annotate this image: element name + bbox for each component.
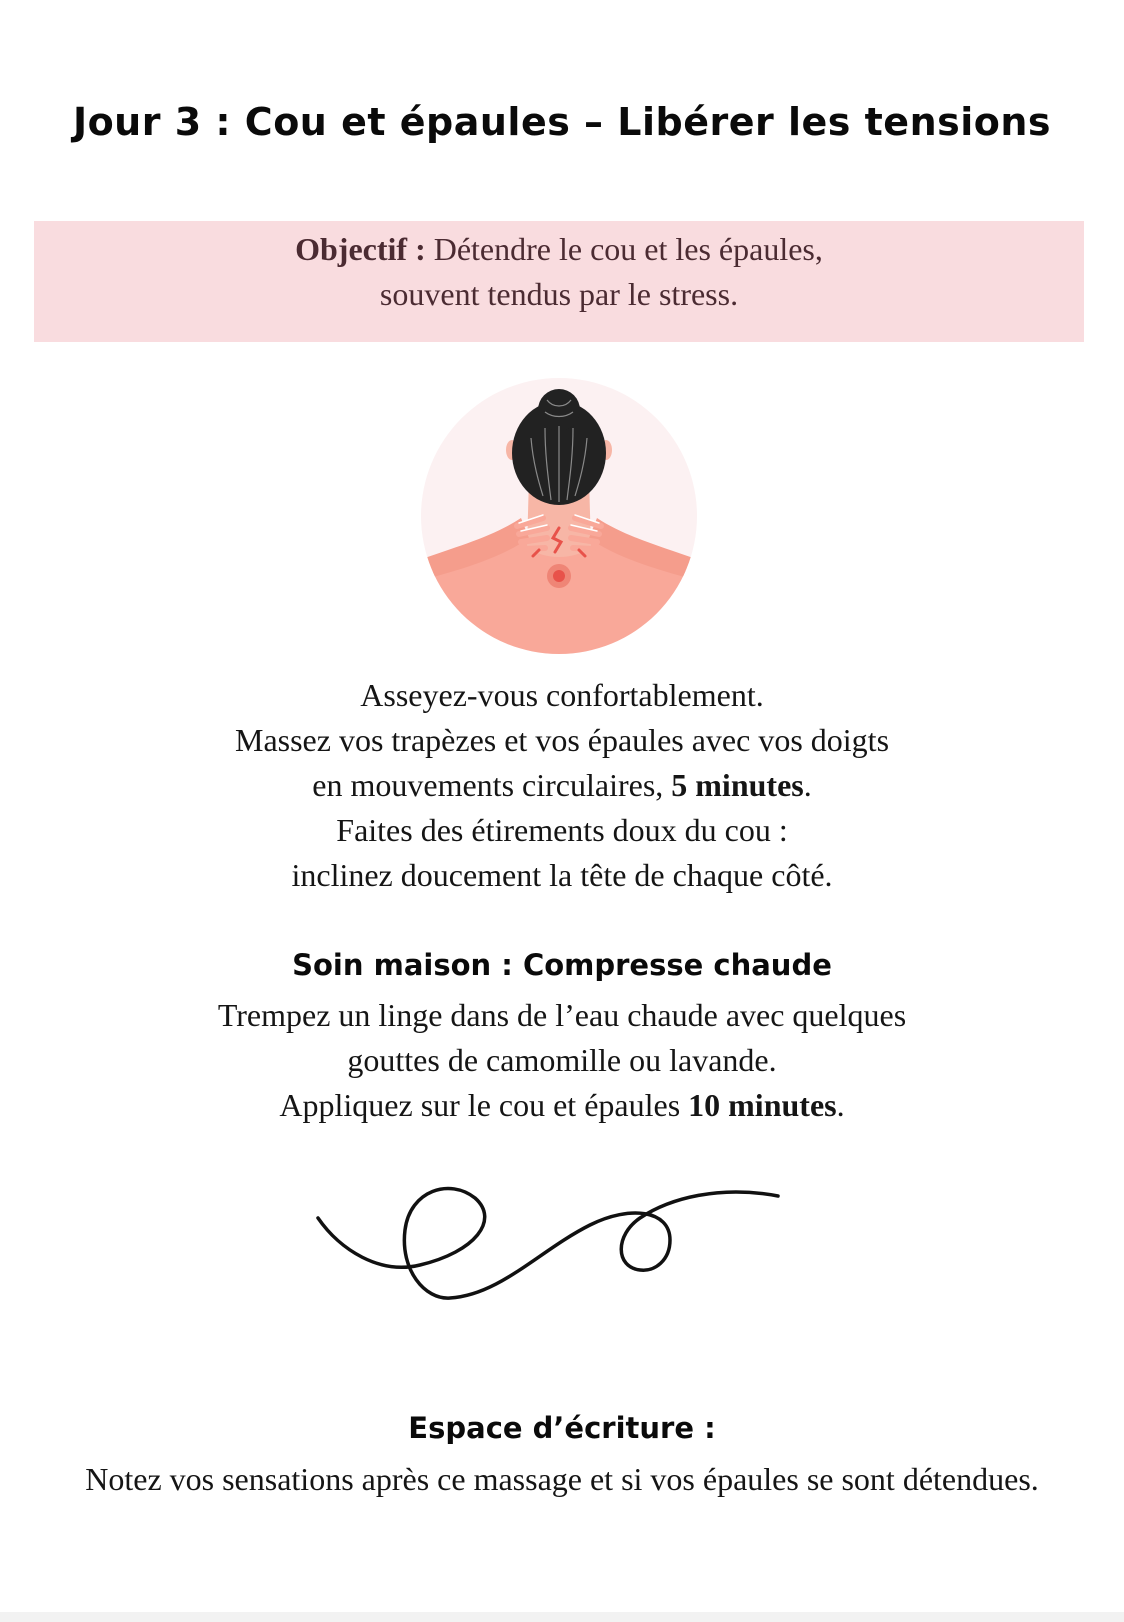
remedy-line-3-text: Appliquez sur le cou et épaules (279, 1087, 689, 1123)
instructions-line-5: inclinez doucement la tête de chaque côté. (291, 857, 833, 893)
remedy-line-2: gouttes de camomille ou lavande. (347, 1042, 777, 1078)
page-title: Jour 3 : Cou et épaules – Libérer les tensions (72, 100, 1052, 144)
objective-line-2: souvent tendus par le stress. (379, 276, 739, 312)
hair-bun (538, 389, 580, 431)
instructions-line-4: Faites des étirements doux du cou : (336, 812, 788, 848)
neck-massage-illustration (421, 378, 697, 654)
remedy-line-3-end: . (836, 1087, 845, 1123)
instructions-block (0, 673, 1124, 898)
bottom-divider (0, 1612, 1124, 1622)
remedy-line-3 (0, 1083, 1124, 1128)
objective-text-1: Détendre le cou et les épaules, (433, 231, 823, 267)
remedy-block (0, 993, 1124, 1128)
instructions-line-3-end: . (803, 767, 812, 803)
writing-prompt: Notez vos sensations après ce massage et si vos épaules se sont détendues. (85, 1461, 1039, 1497)
squiggle-divider-icon (300, 1180, 800, 1340)
writing-title: Espace d’écriture : (408, 1411, 716, 1445)
pain-target-inner (553, 570, 565, 582)
instructions-line-3-text: en mouvements circulaires, (312, 767, 672, 803)
objective-label: Objectif : (295, 231, 426, 267)
remedy-title: Soin maison : Compresse chaude (292, 948, 832, 982)
remedy-line-1: Trempez un linge dans de l’eau chaude avec quelques (217, 997, 907, 1033)
instructions-line-2: Massez vos trapèzes et vos épaules avec vos doigts (234, 722, 890, 758)
massage-duration: 5 minutes (671, 767, 804, 803)
instructions-line-1: Asseyez-vous confortablement. (360, 677, 764, 713)
compress-duration: 10 minutes (688, 1087, 837, 1123)
objective-line-1 (34, 227, 1084, 272)
objective-box (34, 221, 1084, 342)
instructions-line-3 (0, 763, 1124, 808)
